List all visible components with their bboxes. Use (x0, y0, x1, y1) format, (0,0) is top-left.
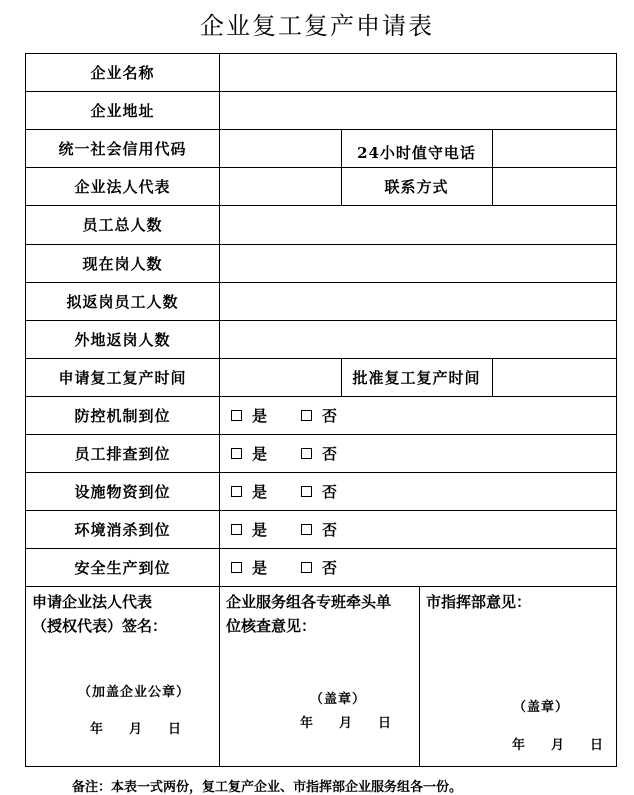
checkbox-icon (231, 562, 242, 573)
input-company-address[interactable] (219, 91, 616, 129)
option-no[interactable]: 否 (301, 519, 337, 540)
input-total-staff[interactable] (219, 205, 616, 244)
option-no[interactable]: 否 (301, 405, 337, 426)
hq-seal: （盖章） (513, 700, 570, 715)
applicant-seal: （加盖企业公章） (78, 685, 191, 700)
checkbox-icon (301, 486, 312, 497)
column-divider (419, 586, 420, 766)
label-on-duty: 现在岗人数 (82, 254, 163, 273)
applicant-date: 年 月 日 (90, 722, 182, 737)
applicant-signature-label: 申请企业法人代表 （授权代表）签名： (32, 593, 168, 635)
label-check-safety: 安全生产到位 (74, 558, 171, 577)
label-credit-code: 统一社会信用代码 (58, 139, 187, 158)
options-disinfection (231, 510, 337, 548)
label-apply-time: 申请复工复产时间 (58, 368, 187, 387)
input-approve-time[interactable] (492, 358, 616, 396)
form-title: 企业复工复产申请表 (200, 12, 434, 40)
label-approve-time: 批准复工复产时间 (352, 368, 481, 387)
checkbox-icon (231, 524, 242, 535)
unit-opinion-label: 企业服务组各专班牵头单 位核查意见： (226, 593, 392, 635)
option-no[interactable]: 否 (301, 481, 337, 502)
option-yes[interactable]: 是 (231, 519, 267, 540)
option-yes[interactable]: 是 (231, 443, 267, 464)
input-out-of-town[interactable] (219, 320, 616, 358)
input-company-name[interactable] (219, 54, 616, 91)
options-prevention (231, 396, 337, 434)
unit-date: 年 月 日 (300, 716, 392, 731)
option-no[interactable]: 否 (301, 557, 337, 578)
label-check-facilities: 设施物资到位 (74, 482, 171, 501)
input-hotline[interactable] (492, 129, 616, 167)
checkbox-icon (231, 486, 242, 497)
label-company-name: 企业名称 (90, 64, 155, 82)
input-returning[interactable] (219, 282, 616, 320)
input-legal-rep[interactable] (219, 167, 341, 205)
application-form-table (25, 53, 617, 767)
checkbox-icon (301, 448, 312, 459)
option-yes[interactable]: 是 (231, 481, 267, 502)
option-no[interactable]: 否 (301, 443, 337, 464)
label-contact: 联系方式 (384, 177, 449, 196)
label-legal-rep: 企业法人代表 (74, 177, 171, 196)
option-yes[interactable]: 是 (231, 405, 267, 426)
label-total-staff: 员工总人数 (82, 216, 163, 234)
column-divider (219, 586, 220, 766)
label-check-prevention: 防控机制到位 (74, 406, 171, 425)
hq-opinion-label: 市指挥部意见： (426, 593, 532, 611)
label-check-disinfection: 环境消杀到位 (74, 520, 171, 539)
checkbox-icon (301, 410, 312, 421)
label-check-staff: 员工排查到位 (74, 444, 171, 463)
checkbox-icon (231, 448, 242, 459)
hq-date: 年 月 日 (512, 738, 604, 753)
input-contact[interactable] (492, 167, 616, 205)
options-facilities (231, 472, 337, 510)
option-yes[interactable]: 是 (231, 557, 267, 578)
row-divider (26, 586, 616, 587)
label-returning: 拟返岗员工人数 (66, 292, 179, 311)
unit-seal: （盖章） (310, 692, 367, 707)
input-apply-time[interactable] (219, 358, 341, 396)
options-safety (231, 548, 337, 586)
checkbox-icon (301, 524, 312, 535)
checkbox-icon (231, 410, 242, 421)
label-hotline: 24小时值守电话 (357, 143, 476, 162)
input-on-duty[interactable] (219, 244, 616, 282)
footnote: 备注：本表一式两份，复工复产企业、市指挥部企业服务组各一份。 (72, 780, 463, 795)
checkbox-icon (301, 562, 312, 573)
label-out-of-town: 外地返岗人数 (74, 330, 171, 349)
input-credit-code[interactable] (219, 129, 341, 167)
label-company-address: 企业地址 (90, 101, 155, 120)
options-staff (231, 434, 337, 472)
